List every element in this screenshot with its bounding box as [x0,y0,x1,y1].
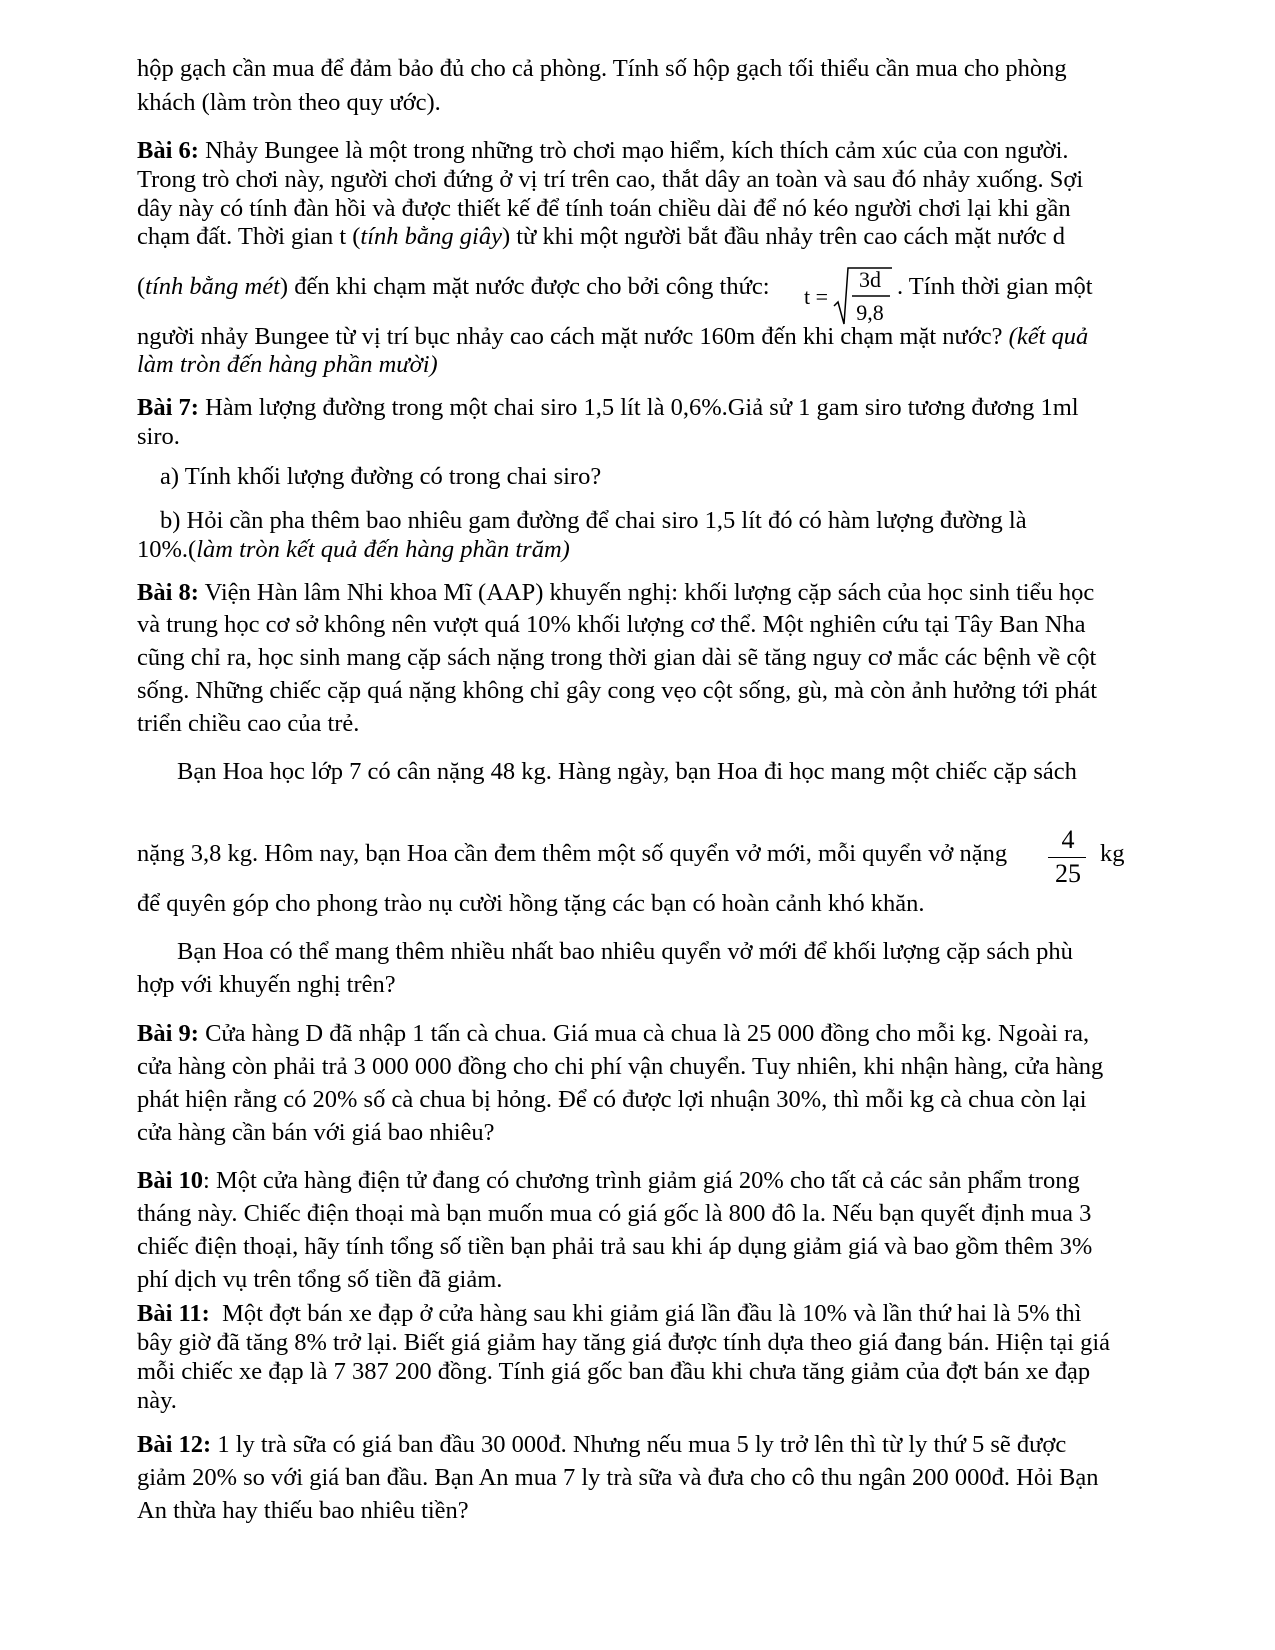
bai12-label: Bài 12: [137,1431,212,1458]
bai6-text-5c: ) đến khi chạm mặt nước được cho bởi công thức: [279,273,770,300]
bai6-line-5 [137,272,770,301]
bai10-line-3: chiếc điện thoại, hãy tính tổng số tiền bạn phải trả sau khi áp dụng giảm giá và bao gồm thêm 3% [137,1233,1093,1260]
bai6-line-2: Trong trò chơi này, người chơi đứng ở vị trí trên cao, thắt dây an toàn và sau đó nhảy xuống. Sợi [137,166,1084,193]
bai8-para3-line-1: Bạn Hoa có thể mang thêm nhiều nhất bao nhiêu quyển vở mới để khối lượng cặp sách phù [177,938,1073,965]
bai7-text-b2b: làm tròn kết quả đến hàng phần trăm) [196,536,570,563]
bai8-para3-line-2: hợp với khuyến nghị trên? [137,971,396,998]
bai6-line-4 [137,222,1065,251]
bai7-part-a: a) Tính khối lượng đường có trong chai siro? [160,463,602,490]
bai6-line-1 [137,136,1069,165]
bai6-line-3: dây này có tính đàn hồi và được thiết kế để tính toán chiều dài để nó kéo người chơi lại khi gần [137,195,1071,222]
bai7-part-b-line-2 [137,535,570,564]
formula-lhs: t = [804,284,829,309]
bai8-para2-line-3: để quyên góp cho phong trào nụ cười hồng tặng các bạn có hoàn cảnh khó khăn. [137,890,925,917]
bai9-line-2: cửa hàng còn phải trả 3 000 000 đồng cho chi phí vận chuyển. Tuy nhiên, khi nhận hàng, cửa hàng [137,1053,1104,1080]
bai9-line-1 [137,1019,1089,1048]
bai6-text-7: làm tròn đến hàng phần mười) [137,351,438,378]
bai8-line-3: cũng chỉ ra, học sinh mang cặp sách nặng trong thời gian dài sẽ tăng nguy cơ mắc các bệnh về cột [137,644,1097,671]
bai10-line-1 [137,1166,1080,1195]
bai6-text-5b: tính bằng mét [145,273,280,300]
bai8-para2-line-2: nặng 3,8 kg. Hôm nay, bạn Hoa cần đem thêm một số quyển vở mới, mỗi quyển vở nặng [137,840,1008,867]
fraction-numerator: 4 [1061,825,1075,854]
bai12-text-1: 1 ly trà sữa có giá ban đầu 30 000đ. Nhưng nếu mua 5 ly trở lên thì từ ly thứ 5 sẽ được [211,1431,1067,1458]
bai10-line-4: phí dịch vụ trên tổng số tiền đã giảm. [137,1266,503,1293]
bai6-text-5a: ( [137,273,146,300]
bai6-text-1: Nhảy Bungee là một trong những trò chơi mạo hiểm, kích thích cảm xúc của con người. [198,137,1069,164]
bai7-line-2: siro. [137,423,180,450]
bai8-line-4: sống. Những chiếc cặp quá nặng không chỉ gây cong vẹo cột sống, gù, mà còn ảnh hưởng tới phát [137,677,1098,704]
formula-denominator: 9,8 [856,300,884,325]
bai6-text-4c: ) từ khi một người bắt đầu nhảy trên cao cách mặt nước d [501,223,1066,250]
bai7-part-b-line-1: b) Hỏi cần pha thêm bao nhiêu gam đường để chai siro 1,5 lít đó có hàm lượng đường là [160,507,1027,534]
bai7-line-1 [137,393,1079,422]
bai8-line-5: triển chiều cao của trẻ. [137,710,360,737]
bai6-text-6b: (kết quả [1002,323,1089,350]
bai8-line-1 [137,578,1094,607]
bai6-label: Bài 6: [137,137,199,164]
fraction-4-25 [1044,825,1092,889]
bai7-label: Bài 7: [137,394,199,421]
bai5-line-1: hộp gạch cần mua để đảm bảo đủ cho cả phòng. Tính số hộp gạch tối thiểu cần mua cho phòng [137,55,1067,82]
bai9-text-1: Cửa hàng D đã nhập 1 tấn cà chua. Giá mua cà chua là 25 000 đồng cho mỗi kg. Ngoài ra, [198,1020,1090,1047]
bai5-line-2: khách (làm tròn theo quy ước). [137,89,441,116]
bai9-label: Bài 9: [137,1020,199,1047]
fraction-denominator: 25 [1055,859,1081,888]
bai6-line-6 [137,322,1088,351]
bai7-text-1: Hàm lượng đường trong một chai siro 1,5 lít là 0,6%.Giả sử 1 gam siro tương đương 1ml [198,394,1079,421]
bai11-line-1 [137,1299,1081,1328]
bai10-line-2: tháng này. Chiếc điện thoại mà bạn muốn mua có giá gốc là 800 đô la. Nếu bạn quyết định mua 3 [137,1200,1092,1227]
bai12-line-1 [137,1430,1066,1459]
fraction-bar [1048,857,1086,858]
bai11-label: Bài 11: [137,1300,210,1327]
bai11-line-4: này. [137,1387,177,1414]
bai6-text-6a: người nhảy Bungee từ vị trí bục nhảy cao cách mặt nước 160m đến khi chạm mặt nước? [137,323,1003,350]
bai9-line-4: cửa hàng cần bán với giá bao nhiêu? [137,1119,495,1146]
bai11-text-1: Một đợt bán xe đạp ở cửa hàng sau khi giảm giá lần đầu là 10% và lần thứ hai là 5% thì [209,1300,1082,1327]
bai7-text-b2a: 10%.( [137,536,197,563]
bai8-para2-line-1: Bạn Hoa học lớp 7 có cân nặng 48 kg. Hàng ngày, bạn Hoa đi học mang một chiếc cặp sách [177,758,1077,785]
fraction-unit: kg [1100,840,1125,867]
bai9-line-3: phát hiện rằng có 20% số cà chua bị hỏng. Để có được lợi nhuận 30%, thì mỗi kg cà chua còn lại [137,1086,1087,1113]
bai10-text-1: : Một cửa hàng điện tử đang có chương trình giảm giá 20% cho tất cả các sản phẩm trong [203,1167,1080,1194]
sqrt-formula [804,262,894,328]
bai8-line-2: và trung học cơ sở không nên vượt quá 10% khối lượng cơ thể. Một nghiên cứu tại Tây Ban Nha [137,611,1086,638]
bai6-line-7 [137,350,438,379]
bai8-label: Bài 8: [137,579,199,606]
bai8-text-1: Viện Hàn lâm Nhi khoa Mĩ (AAP) khuyến nghị: khối lượng cặp sách của học sinh tiểu học [198,579,1095,606]
bai11-line-3: mỗi chiếc xe đạp là 7 387 200 đồng. Tính giá gốc ban đầu khi chưa tăng giảm của đợt bán xe đạp [137,1358,1091,1385]
bai12-line-3: An thừa hay thiếu bao nhiêu tiền? [137,1497,469,1524]
bai6-text-4a: chạm đất. Thời gian t ( [137,223,361,250]
bai6-text-4b: tính bằng giây [360,223,502,250]
bai6-line-5-end: . Tính thời gian một [897,273,1093,300]
bai12-line-2: giảm 20% so với giá ban đầu. Bạn An mua 7 ly trà sữa và đưa cho cô thu ngân 200 000đ. Hỏi Bạn [137,1464,1099,1491]
bai10-label: Bài 10 [137,1167,204,1194]
formula-numerator: 3d [859,267,881,292]
bai11-line-2: bây giờ đã tăng 8% trở lại. Biết giá giảm hay tăng giá được tính dựa theo giá đang bán. Hiện tại giá [137,1329,1111,1356]
